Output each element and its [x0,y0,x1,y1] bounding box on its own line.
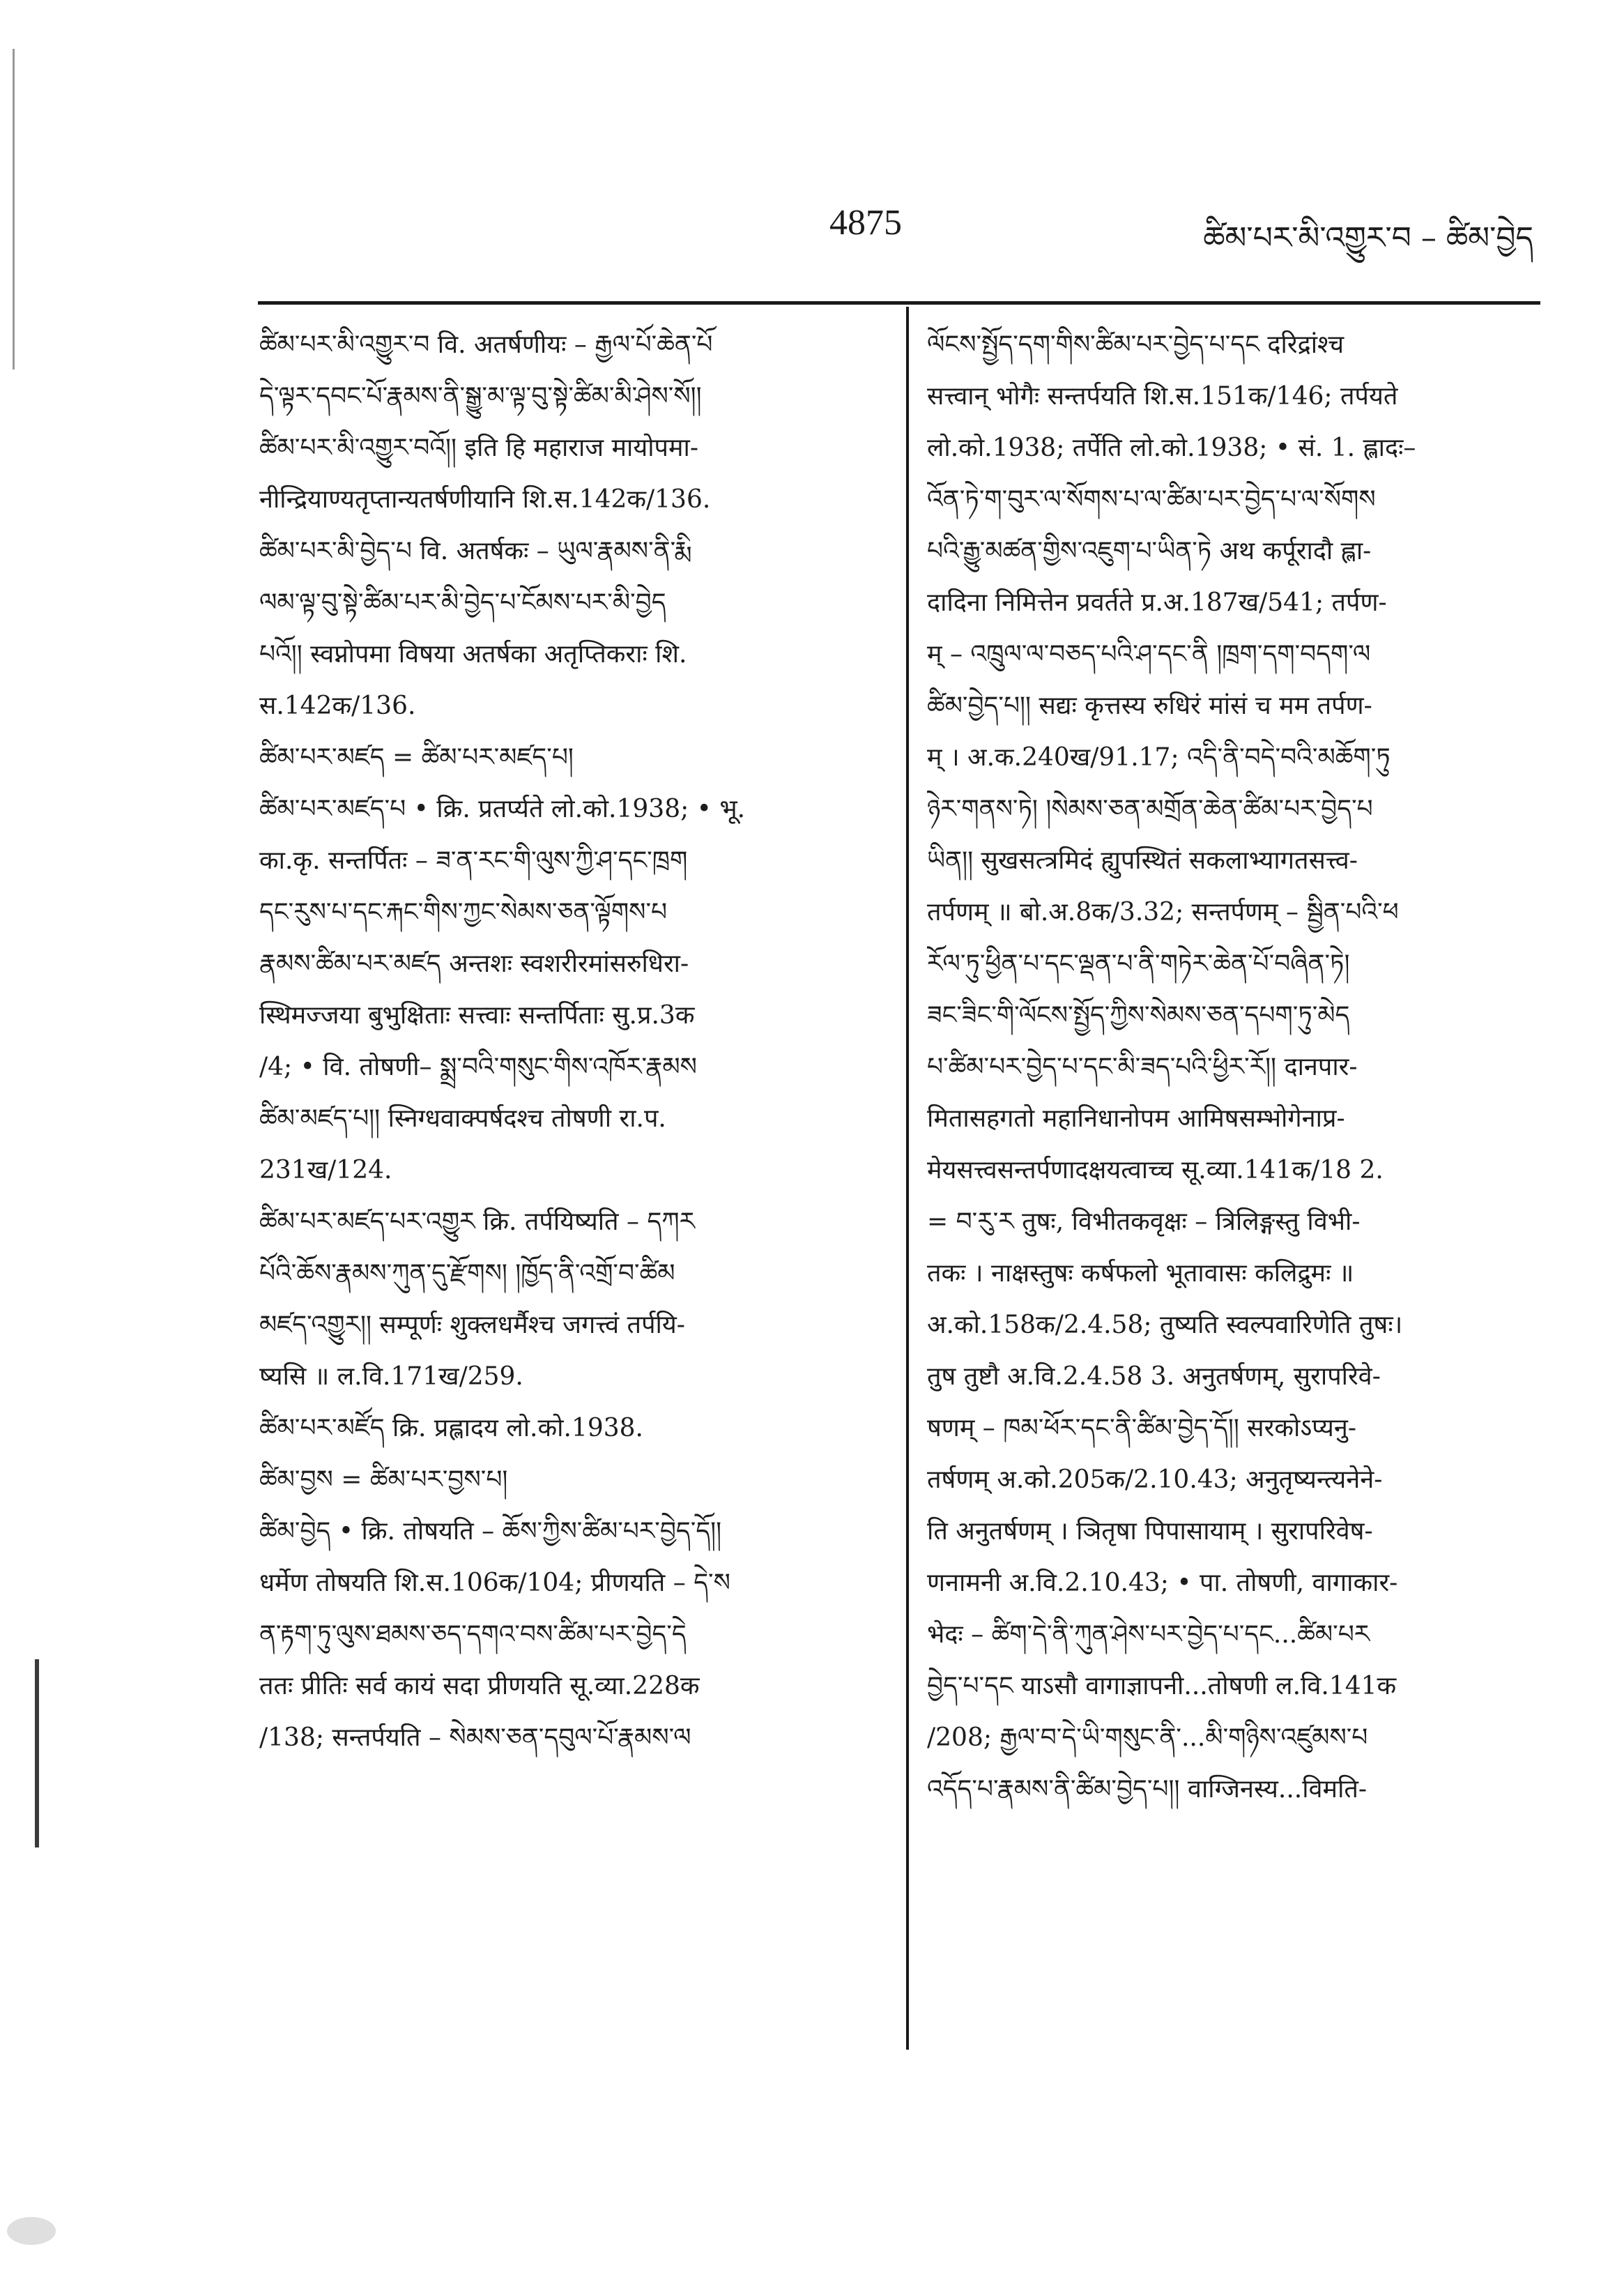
running-head: ཚིམ་པར་མི་འགྱུར་བ – ཚིམ་བྱེད [1203,220,1533,256]
text-line: ཚིམ་པར་མཛད = ཚིམ་པར་མཛད་པ། [259,743,574,772]
text-line: भेदः – ཚིག་དེ་ནི་ཀུན་ཤེས་པར་བྱེད་པ་དང...ཚིམ་པར [927,1620,1370,1649]
text-line: ཡིན།། सुखसत्त्रमिदं ह्युपस्थितं सकलाभ्यागतसत्त्व- [927,846,1358,875]
text-line: ན་རྟག་ཏུ་ལུས་ཐམས་ཅད་དགའ་བས་ཚིམ་པར་བྱེད་དེ [259,1620,687,1649]
text-line: དེ་ལྟར་དབང་པོ་རྣམས་ནི་སྒྱུ་མ་ལྟ་བུ་སྟེ་ཚིམ་མི་ཤེས་སོ།། [259,382,702,411]
text-line: ཚིམ་པར་མཛད་པ • क्रि. प्रतर्प्यते लो.को.1938; • भू. [259,795,746,823]
text-line: णनामनी अ.वि.2.10.43; • पा. तोषणी, वागाकार- [927,1569,1398,1597]
text-line: नीन्द्रियाण्यतृप्तान्यतर्षणीयानि शि.स.142क/136. [259,485,711,514]
text-line: सत्त्वान् भोगैः सन्तर्पयति शि.स.151क/146; तर्पयते [927,382,1398,411]
column-divider [906,307,909,2050]
text-line: /4; • वि. तोषणी– སྨྲ་བའི་གསུང་གིས་འཁོར་རྣམས [259,1053,697,1081]
text-line: षणम् – ཁམ་ཕོར་དང་ནི་ཚིམ་བྱེད་དོ།། सरकोऽप्यनु- [927,1414,1357,1442]
text-line: ཚིམ་པར་མཛད་པར་འགྱུར क्रि. तर्पयिष्यति – དཀར [259,1207,696,1236]
text-line: ति अनुतर्षणम् । ञितृषा पिपासायाम् । सुरापरिवेष- [927,1517,1373,1546]
text-line: तकः । नाक्षस्तुषः कर्षफलो भूतावासः कलिद्रुमः ॥ [927,1259,1354,1288]
text-line: ལམ་ལྟ་བུ་སྟེ་ཚིམ་པར་མི་བྱེད་པ་ངོམས་པར་མི་བྱེད [259,588,666,617]
text-line: अ.को.158क/2.4.58; तुष्यति स्वल्पवारिणेति तुषः। [927,1311,1403,1339]
text-line: मेयसत्त्वसन्तर्पणादक्षयत्वाच्च सू.व्या.141क/18 2. [927,1156,1384,1184]
text-line: ཚིམ་པར་མི་འགྱུར་བའོ།། इति हि महाराज मायोपमा- [259,434,699,462]
text-line: པ་ཚིམ་པར་བྱེད་པ་དང་མི་ཟད་པའི་ཕྱིར་རོ།། दानपार- [927,1053,1358,1081]
text-line: ཚིམ་མཛད་པ།། स्निग्धवाक्पर्षदश्च तोषणी रा.प. [259,1104,666,1133]
text-line: स्थिमज्जया बुभुक्षिताः सत्त्वाः सन्तर्पिताः सु.प्र.3क [259,1001,695,1030]
text-line: ष्यसि ॥ ल.वि.171ख/259. [259,1362,523,1391]
text-line: दादिना निमित्तेन प्रवर्तते प्र.अ.187ख/541; तर्पण- [927,588,1387,617]
header-rule [258,301,1540,305]
text-line: 231ख/124. [259,1156,392,1184]
text-line: तर्षणम् अ.को.205क/2.10.43; अनुतृष्यन्त्यनेने- [927,1465,1383,1494]
text-line: པོའི་ཆོས་རྣམས་ཀུན་དུ་རྫོགས། །ཁྱོད་ནི་འགྲོ་བ་ཚིམ [259,1259,675,1288]
text-line: /208; རྒྱལ་བ་དེ་ཡི་གསུང་ནི་...མི་གཉིས་འཛུམས་པ [927,1723,1368,1752]
text-line: ཚིམ་བྱས = ཚིམ་པར་བྱས་པ། [259,1465,508,1494]
text-line: ཟང་ཟིང་གི་ལོངས་སྤྱོད་ཀྱིས་སེམས་ཅན་དཔག་ཏུ་མེད [927,1001,1350,1030]
text-line: ཚིམ་པར་མི་བྱེད་པ वि. अतर्षकः – ཡུལ་རྣམས་ནི་རྨི [259,537,692,565]
text-line: རོལ་ཏུ་ཕྱིན་པ་དང་ལྡན་པ་ནི་གཏེར་ཆེན་པོ་བཞིན་ཏེ། [927,950,1350,978]
text-line: ཚིམ་བྱེད་པ།། सद्यः कृत्तस्य रुधिरं मांसं च मम तर्पण- [927,692,1372,720]
scan-edge-mark [35,1659,39,1847]
page-number: 4875 [829,203,902,243]
text-line: ततः प्रीतिः सर्व कायं सदा प्रीणयति सू.व्या.228क [259,1672,700,1700]
text-line: ཚིམ་པར་མི་འགྱུར་བ वि. अतर्षणीयः – རྒྱལ་པོ་ཆེན་པོ [259,330,713,359]
left-column [259,319,887,2048]
text-line: तर्पणम् ॥ बो.अ.8क/3.32; सन्तर्पणम् – སྦྱིན་པའི་ཕ [927,898,1399,927]
text-line: तुष तुष्टौ अ.वि.2.4.58 3. अनुतर्षणम्, सुरापरिवे- [927,1362,1381,1391]
text-line: ཉེར་གནས་ཏེ། །སེམས་ཅན་མགྲོན་ཆེན་ཚིམ་པར་བྱེད་པ [927,795,1373,823]
text-line: པའོ།། स्वप्नोपमा विषया अतर्षका अतृप्तिकराः शि. [259,640,687,669]
text-line: लो.को.1938; तर्पेति लो.को.1938; • सं. 1. ह्लादः– [927,434,1416,462]
text-line: རྣམས་ཚིམ་པར་མཛད अन्तशः स्वशरीरमांसरुधिरा- [259,950,689,978]
text-line: ལོངས་སྤྱོད་དག་གིས་ཚིམ་པར་བྱེད་པ་དང दरिद्रांश्च [927,330,1345,359]
text-line: མཛད་འགྱུར།། सम्पूर्णः शुक्लधर्मैश्च जगत्त्वं तर्पयि- [259,1311,685,1339]
text-line: ཚིམ་པར་མཛོད क्रि. प्रह्लादय लो.को.1938. [259,1414,643,1442]
text-line: धर्मेण तोषयति शि.स.106क/104; प्रीणयति – དེ་ས [259,1569,730,1597]
text-line: འོན་ཏེ་ག་བུར་ལ་སོགས་པ་ལ་ཚིམ་པར་བྱེད་པ་ལ་སོགས [927,485,1376,514]
text-line: मितासहगतो महानिधानोपम आमिषसम्भोगेनाप्र- [927,1104,1345,1133]
text-line: འདོད་པ་རྣམས་ནི་ཚིམ་བྱེད་པ།། वाग्जिनस्य...विमति- [927,1775,1368,1804]
text-line: स.142क/136. [259,692,416,720]
text-line: म् – འཁྲུལ་ལ་བཅད་པའི་ཤ་དང་ནི །ཁྲག་དག་བདག་ལ [927,640,1371,669]
right-column [927,319,1540,2048]
text-line: བྱེད་པ་དང याऽसौ वागाज्ञापनी...तोषणी ल.वि.141क [927,1672,1397,1700]
text-line: = བ་རུ་ར तुषः, विभीतकवृक्षः – त्रिलिङ्गस्तु विभी- [927,1207,1361,1236]
text-line: དང་རུས་པ་དང་རྐང་གིས་ཀྱང་སེམས་ཅན་ལྟོགས་པ [259,898,668,927]
text-line: པའི་རྒྱུ་མཚན་གྱིས་འཇུག་པ་ཡིན་ཏེ अथ कर्पूरादौ ह्ला- [927,537,1372,565]
text-line: ཚིམ་བྱེད • क्रि. तोषयति – ཆོས་ཀྱིས་ཚིམ་པར་བྱེད་དོ།། [259,1517,722,1546]
text-line: म् । अ.क.240ख/91.17; འདི་ནི་བདེ་བའི་མཆོག་ཏུ [927,743,1391,772]
text-line: का.कृ. सन्तर्पितः – ཟ་ན་རང་གི་ལུས་ཀྱི་ཤ་དང་ཁྲག [259,846,688,875]
text-line: /138; सन्तर्पयति – སེམས་ཅན་དབུལ་པོ་རྣམས་ལ [259,1723,691,1752]
scan-edge-mark [13,49,15,369]
scan-smudge [7,2217,56,2245]
